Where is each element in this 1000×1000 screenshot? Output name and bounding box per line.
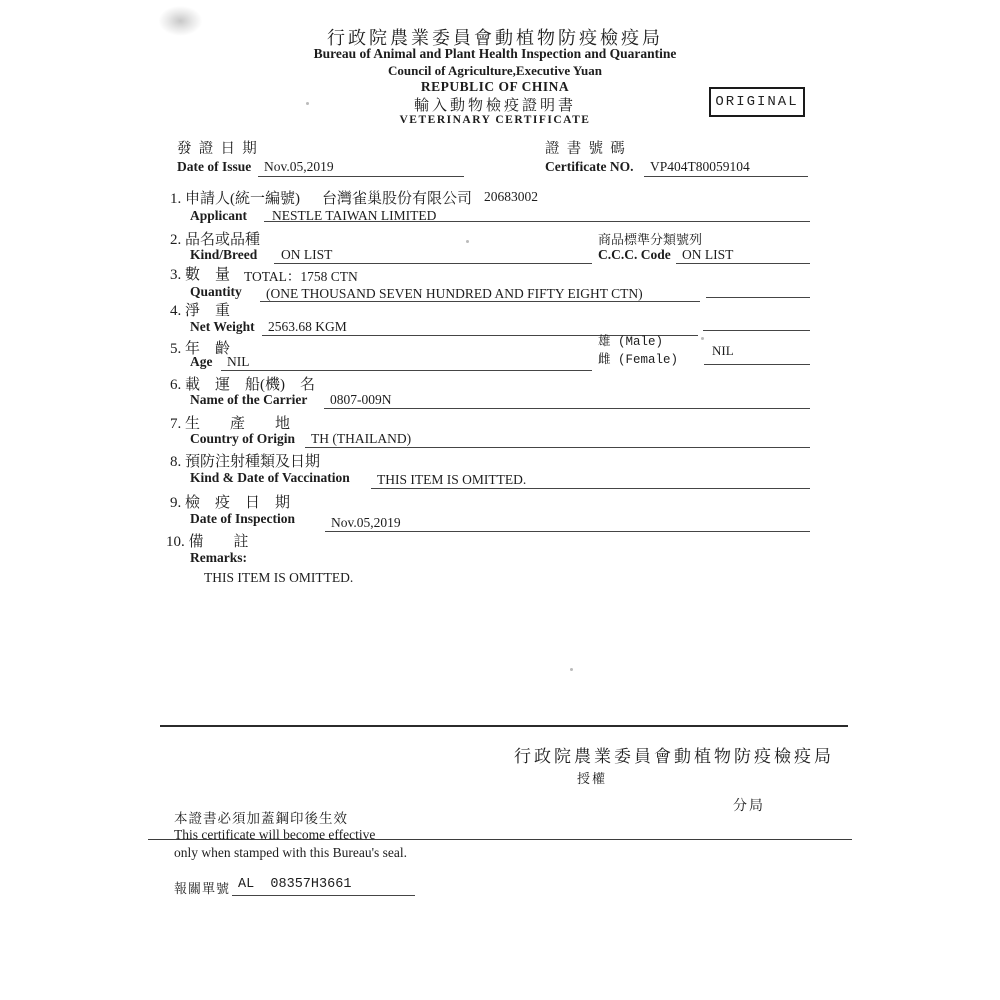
origin-label-en: Country of Origin [190,431,296,446]
customs-declaration-label: 報關單號 [174,881,231,896]
carrier-label-cjk: 6. 載 運 船(機) 名 [170,377,315,393]
certificate-title-en: VETERINARY CERTIFICATE [399,114,591,126]
seal-note-en-line2: only when stamped with this Bureau's seal. [174,845,408,860]
kind-breed-label-en: Kind/Breed [190,247,258,262]
council-name-en: Council of Agriculture,Executive Yuan [387,63,603,78]
vaccination-value: THIS ITEM IS OMITTED. [377,472,527,487]
underline [264,221,810,222]
underline [371,488,810,489]
ccc-code-value: ON LIST [682,247,734,262]
country-name: REPUBLIC OF CHINA [420,79,570,94]
underline [704,364,810,365]
quantity-total-value: TOTAL：1758 CTN [244,269,358,284]
underline [324,408,810,409]
agency-title-cjk: 行政院農業委員會動植物防疫檢疫局 [327,28,663,48]
quantity-words-value: (ONE THOUSAND SEVEN HUNDRED AND FIFTY EIGHT CTN) [266,286,643,301]
original-stamp-box: ORIGINAL [709,87,805,117]
ccc-code-label-en: C.C.C. Code [598,247,671,262]
female-value: NIL [712,343,734,358]
certificate-no-label-cjk: 證 書 號 碼 [545,141,625,157]
strike-line [148,839,852,840]
applicant-label-cjk: 1. 申請人(統一編號) [170,191,300,207]
applicant-company-cjk: 台灣雀巢股份有限公司 [322,191,473,207]
underline [274,263,592,264]
quantity-label-en: Quantity [190,284,242,299]
bureau-name-en: Bureau of Animal and Plant Health Inspection and Quarantine [313,46,677,61]
customs-declaration-number: AL 08357H3661 [238,877,352,892]
male-label: 雄 (Male) [598,335,664,349]
scan-speck [570,668,573,671]
underline [644,176,808,177]
age-label-en: Age [190,354,213,369]
remarks-label-en: Remarks: [190,550,247,565]
issue-date-label-cjk: 發 證 日 期 [177,141,257,157]
remarks-value: THIS ITEM IS OMITTED. [204,570,354,585]
kind-breed-label-cjk: 2. 品名或品種 [170,232,261,248]
issue-date-value: Nov.05,2019 [264,159,334,174]
underline [221,370,592,371]
underline [325,531,810,532]
net-weight-value: 2563.68 KGM [268,319,347,334]
origin-label-cjk: 7. 生 產 地 [170,416,291,432]
inspection-label-cjk: 9. 檢 疫 日 期 [170,495,291,511]
origin-value: TH (THAILAND) [311,431,412,446]
net-weight-label-en: Net Weight [190,319,255,334]
seal-note-cjk: 本證書必須加蓋鋼印後生效 [174,811,348,826]
scan-speck [701,337,704,340]
net-weight-label-cjk: 4. 淨 重 [170,303,231,319]
carrier-label-en: Name of the Carrier [190,392,308,407]
footer-bureau-cjk: 行政院農業委員會動植物防疫檢疫局 [514,747,834,766]
ccc-code-label-cjk: 商品標準分類號列 [598,232,703,247]
carrier-value: 0807-009N [330,392,392,407]
remarks-label-cjk: 10. 備 註 [166,534,249,550]
underline [703,330,810,331]
vaccination-label-en: Kind & Date of Vaccination [190,470,350,485]
footer-branch-label: 分局 [733,799,765,814]
quantity-label-cjk: 3. 數 量 [170,267,231,283]
applicant-uniform-number: 20683002 [484,189,538,204]
age-label-cjk: 5. 年 齡 [170,341,231,357]
inspection-label-en: Date of Inspection [190,511,295,526]
underline [706,297,810,298]
underline [676,263,810,264]
kind-breed-value: ON LIST [281,247,333,262]
underline [305,447,810,448]
issue-date-label-en: Date of Issue [177,159,252,174]
certificate-no-label-en: Certificate NO. [545,159,634,174]
footer-divider-line [160,725,848,727]
underline [260,301,700,302]
applicant-label-en: Applicant [190,208,248,223]
underline [232,895,415,896]
scan-speck [466,240,469,243]
vaccination-label-cjk: 8. 預防注射種類及日期 [170,454,321,470]
certificate-title-cjk: 輸入動物檢疫證明書 [413,98,576,114]
underline [258,176,464,177]
female-label: 雌 (Female) [598,353,679,367]
certificate-no-value: VP404T80059104 [650,159,750,174]
footer-authorization-label: 授權 [577,771,608,786]
age-value: NIL [227,354,250,369]
inspection-value: Nov.05,2019 [331,515,401,530]
applicant-value: NESTLE TAIWAN LIMITED [272,208,437,223]
seal-note-en-line1: This certificate will become effective [174,827,376,842]
